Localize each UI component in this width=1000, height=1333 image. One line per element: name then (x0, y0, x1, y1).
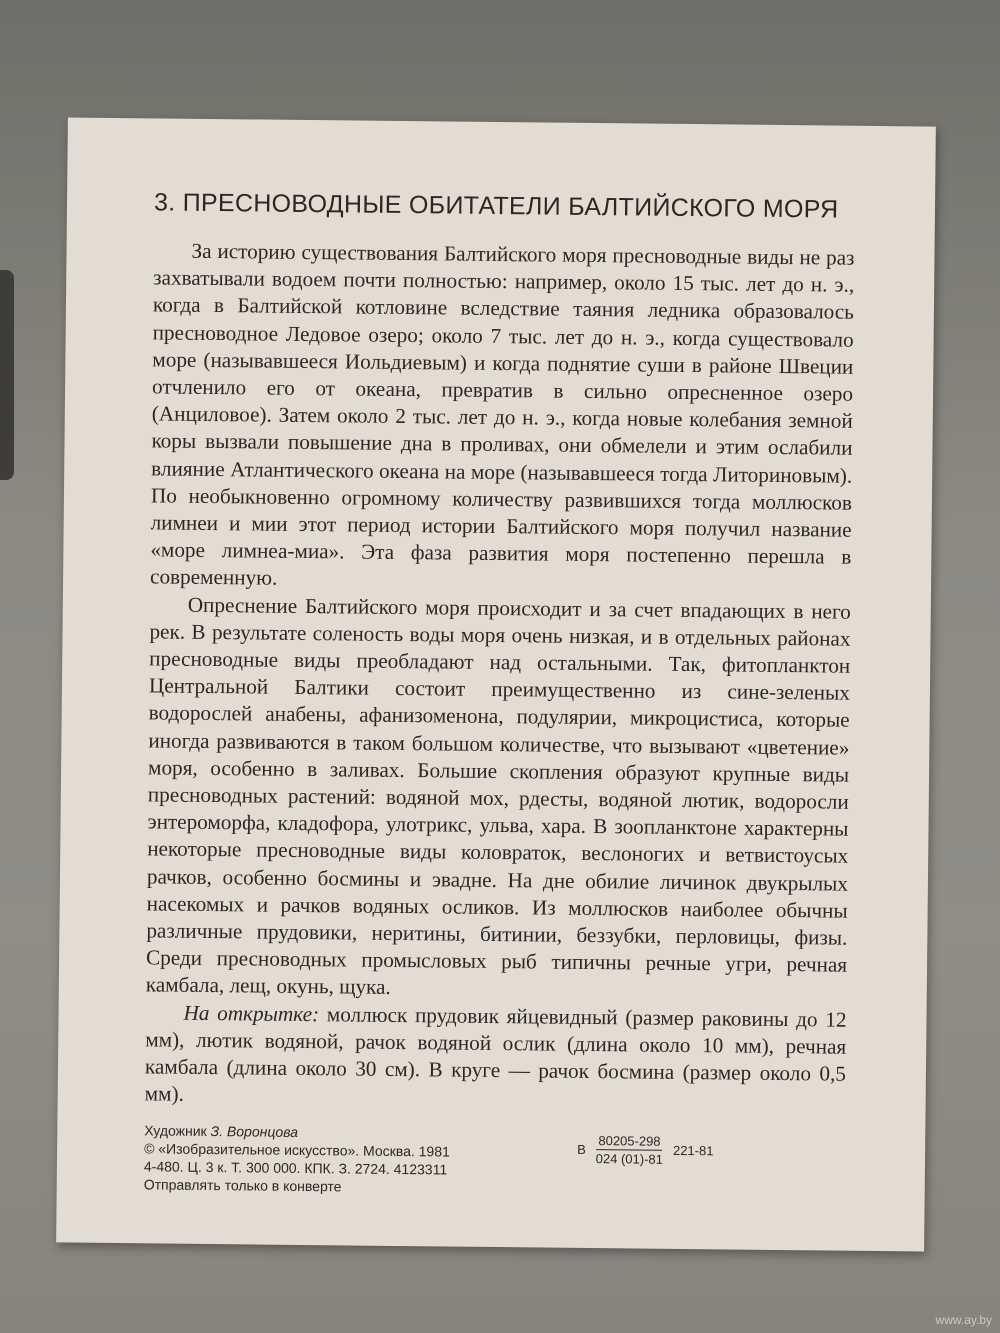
imprint (144, 1121, 845, 1200)
index-letter: В (577, 1141, 586, 1157)
index-suffix: 221-81 (672, 1142, 714, 1159)
note-label: На открытке: (183, 1000, 320, 1026)
paragraph-desalination: Опреснение Балтийского моря происходит и за счет впадающих в него рек. В результате соленость воды моря очень низкая, и в отдельных районах пресноводные виды преобладают над остальными. Так, фитопланктон Центральной Балтики состоит преимущественно из сине-зеленых водорослей анабены, афанизоменона, подулярии, микроцистиса, которые иногда развиваются в таком большом количестве, что вызывают «цветение» моря, особенно в заливах. Большие скопления образуют крупные виды пресноводных растений: водяной мох, рдесты, водяной лютик, водоросли энтероморфа, кладофора, улотрикс, ульва, хара. В зоопланктоне характерны некоторые пресноводные виды коловраток, веслоногих и ветвистоусых рачков, особенно босмины и эвадне. На дне обилие личинок двукрылых насекомых и рачков водяных осликов. Из моллюсков наиболее обычны различные прудовики, неритины, битинии, беззубки, перловицы, физы. Среди пресноводных промысловых рыб типичны речные угри, речная камбала, лещ, окунь, щука. (145, 592, 851, 1000)
page-title: 3. ПРЕСНОВОДНЫЕ ОБИТАТЕЛИ БАЛТИЙСКОГО МОРЯ (153, 188, 839, 224)
publisher-line: © «Изобразительное искусство». Москва. 1981 (144, 1140, 450, 1160)
paragraph-postcard-note (145, 999, 847, 1115)
body-text (145, 237, 855, 1115)
mailing-note: Отправлять только в конверте (143, 1176, 342, 1195)
catalog-index (577, 1133, 714, 1167)
note-text: моллюск прудовик яйцевидный (размер раковины до 12 мм), лютик водяной, рачок водяной ослик (длина около 10 мм), речная камбала (длина около 30 см). В круге — рачок босмина (размер около 0,5 мм). (144, 1001, 847, 1107)
artist-label: Художник (144, 1122, 207, 1139)
index-numerator: 80205-298 (596, 1133, 662, 1151)
watermark: www.ay.by (935, 1313, 992, 1327)
artist-name: З. Воронцова (210, 1123, 299, 1140)
index-fraction (594, 1133, 666, 1167)
postcard-back (56, 117, 936, 1251)
print-info-line: 4-480. Ц. 3 к. Т. 300 000. КПК. З. 2724. 4123311 (143, 1158, 448, 1178)
index-denominator: 024 (01)-81 (595, 1151, 664, 1167)
background-object-edge (0, 270, 14, 480)
paragraph-history: За историю существования Балтийского моря пресноводные виды не раз захватывали водоем почти полностью: например, около 15 тыс. лет до н. э., когда в Балтийской котловине вследствие таяния ледника образовалось пресноводное Ледовое озеро; около 7 тыс. лет до н. э., когда существовало море (называвшееся Иольдиевым) и когда поднятие суши в районе Швеции отчленило его от океана, превратив в сильно опресненное озеро (Анциловое). Затем около 2 тыс. лет до н. э., когда новые колебания земной коры вызвали повышение дна в проливах, они обмелели и этим ослабили влияние Атлантического океана на море (называвшееся тогда Литориновым). По необыкновенно огромному количеству развившихся тогда моллюсков лимнеи и мии этот период истории Балтийского моря получил название «море лимнеа-миа». Эта фаза развития моря постепенно перешла в современную. (149, 238, 855, 591)
